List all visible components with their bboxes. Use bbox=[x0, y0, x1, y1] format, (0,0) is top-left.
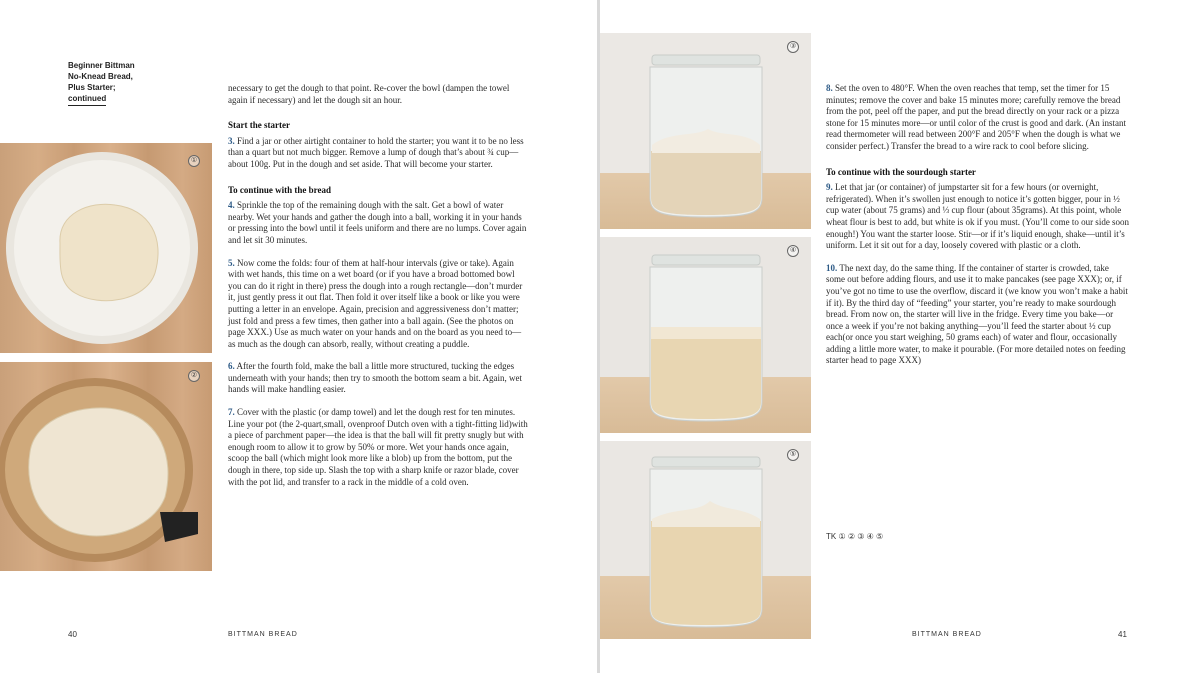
step-number: 10. bbox=[826, 262, 838, 273]
right-page-number: 41 bbox=[1118, 630, 1127, 639]
photo-badge: ④ bbox=[787, 245, 799, 257]
step-number: 4. bbox=[228, 200, 235, 211]
sidebar-line: No-Knead Bread, bbox=[68, 72, 133, 81]
sidebar-line: Plus Starter; bbox=[68, 83, 116, 92]
continue-bread-heading: To continue with the bread bbox=[228, 184, 332, 195]
step-9 bbox=[826, 182, 1130, 252]
left-text-column bbox=[228, 83, 528, 499]
step-text: Let that jar (or container) of jumpstarter sit for a few hours (or overnight, refrigerated). When it’s swollen just enough to notice it’s gotten bigger, pour in ½ cup water (about 75 grams) and ⅓ cup flour (about 35grams). At this point, whole wheat flour is best to add, but white is ok if you must. (You’ll come to our side soon enough!) You want the starter loose. Stir—or if it’s liquid enough, shake—until it’s uniform. Let it sit out for a day, loosely covered with plastic or a cloth. bbox=[826, 182, 1130, 251]
step-5 bbox=[228, 258, 528, 351]
step-number: 3. bbox=[228, 135, 235, 146]
step-text: Set the oven to 480°F. When the oven reaches that temp, set the timer for 15 minutes; remove the cover and bake 15 minutes more; carefully remove the bread from the pot, peel off the paper, and put the bread directly on your rack or a pizza stone for 15 minutes more—or until color of the crust is good and dark. (An instant read thermometer will read between 200°F and 205°F when the dough is what we consider perfect.) Transfer the bread to a wire rack to cool before slicing. bbox=[826, 83, 1126, 151]
step-6 bbox=[228, 361, 528, 396]
photo-dough-in-parchment bbox=[0, 362, 212, 571]
step-10 bbox=[826, 263, 1130, 367]
step-number: 9. bbox=[826, 182, 833, 193]
step-4 bbox=[228, 200, 528, 246]
sidebar-recipe-title bbox=[68, 60, 148, 106]
step-number: 7. bbox=[228, 407, 235, 418]
photo-jar-starter-1 bbox=[600, 33, 811, 229]
intro-paragraph: necessary to get the dough to that point. Re-cover the bowl (dampen the towel again if necessary) and let the dough sit an hour. bbox=[228, 83, 510, 105]
step-number: 8. bbox=[826, 83, 833, 93]
tk-placeholder-note: TK ① ② ③ ④ ⑤ bbox=[826, 532, 884, 541]
photo-jar-starter-2 bbox=[600, 237, 811, 433]
sidebar-line: Beginner Bittman bbox=[68, 61, 135, 70]
left-page-number: 40 bbox=[68, 630, 77, 639]
step-7 bbox=[228, 407, 528, 488]
step-text: Now come the folds: four of them at half-hour intervals (give or take). Again with wet hands, this time on a wet board (or if you have a broad bottomed bowl you can do it right in there) press the dough into a rough rectangle—don’t murder it, just gently press it out flat. Then fold it over itself like a book or like you were putting a letter in an envelope. Again, precision and aggressiveness don’t matter; just fold and press a few times, then gather into a ball again. (See the photos on page XXX.) Use as much water on your hands and on the board as you need to—as much as the dough can absorb, really, without creating a puddle. bbox=[228, 257, 523, 349]
photo-badge: ① bbox=[188, 155, 200, 167]
step-text: Sprinkle the top of the remaining dough with the salt. Get a bowl of water nearby. Wet your hands and gather the dough into a ball, working it in your hands or pressing into the bowl until it feels uniform and there are no lumps. Cover again and let sit 30 minutes. bbox=[228, 200, 527, 245]
right-page bbox=[600, 0, 1198, 673]
step-number: 6. bbox=[228, 361, 235, 372]
sidebar-continued: continued bbox=[68, 93, 106, 106]
parchment-pot-illustration bbox=[0, 362, 212, 571]
step-text: The next day, do the same thing. If the container of starter is crowded, take some out before adding flours, and use it to make pancakes (see page XXX); or, if you’ve got no time to use the overflow, discard it (we know you won’t make a habit if it). By the third day of “feeding” your starter, you’re ready to make sourdough bread. From now on, the starter will live in the fridge. Every time you bake—or once a week if you’re not baking anything—you’ll feed the starter about ½ cup each(or once you start weighing, 50 grams each) of water and flour, occasionally adding a little more water, to make it pourable. (For more detailed notes on feeding starter head to page XXX) bbox=[826, 262, 1128, 366]
photo-badge: ② bbox=[188, 370, 200, 382]
photo-badge: ③ bbox=[787, 41, 799, 53]
start-starter-heading: Start the starter bbox=[228, 120, 290, 131]
sourdough-heading: To continue with the sourdough starter bbox=[826, 166, 976, 177]
left-page bbox=[0, 0, 597, 673]
step-3 bbox=[228, 136, 528, 171]
step-8 bbox=[826, 83, 1130, 153]
step-text: Cover with the plastic (or damp towel) and let the dough rest for ten minutes. Line your pot (the 2-quart,small, ovenproof Dutch oven with a tight-fitting lid)with a piece of parchment paper—the idea is that the ball will fit pretty snugly but with enough room to allow it to grow by 50% or more. Wet your hands once again, scoop the ball (which might look more like a blob) up from the bottom, put the dough in there, top side up. Slash the top with a sharp knife or razor blade, cover with the pot lid, and transfer to a rack in the middle of a cold oven. bbox=[228, 407, 528, 487]
step-number: 5. bbox=[228, 257, 235, 268]
jar-illustration bbox=[600, 441, 811, 639]
jar-illustration bbox=[600, 237, 811, 433]
photo-jar-starter-3 bbox=[600, 441, 811, 639]
photo-dough-in-bowl bbox=[0, 143, 212, 353]
right-text-column bbox=[826, 83, 1130, 378]
photo-badge: ⑤ bbox=[787, 449, 799, 461]
left-running-head: BITTMAN BREAD bbox=[228, 631, 298, 638]
step-text: Find a jar or other airtight container to hold the starter; you want it to be no less than a quart but not much bigger. Remove a lump of dough that’s about ¾ cup—about 100g. Put in the dough and set aside. That will become your starter. bbox=[228, 135, 524, 169]
right-running-head: BITTMAN BREAD bbox=[912, 631, 982, 638]
dough-bowl-illustration bbox=[0, 143, 212, 353]
jar-illustration bbox=[600, 33, 811, 229]
step-text: After the fourth fold, make the ball a little more structured, tucking the edges underneath with your hands; then try to smooth the bottom seam a bit. Again, wet hands will make handling easier. bbox=[228, 361, 522, 395]
